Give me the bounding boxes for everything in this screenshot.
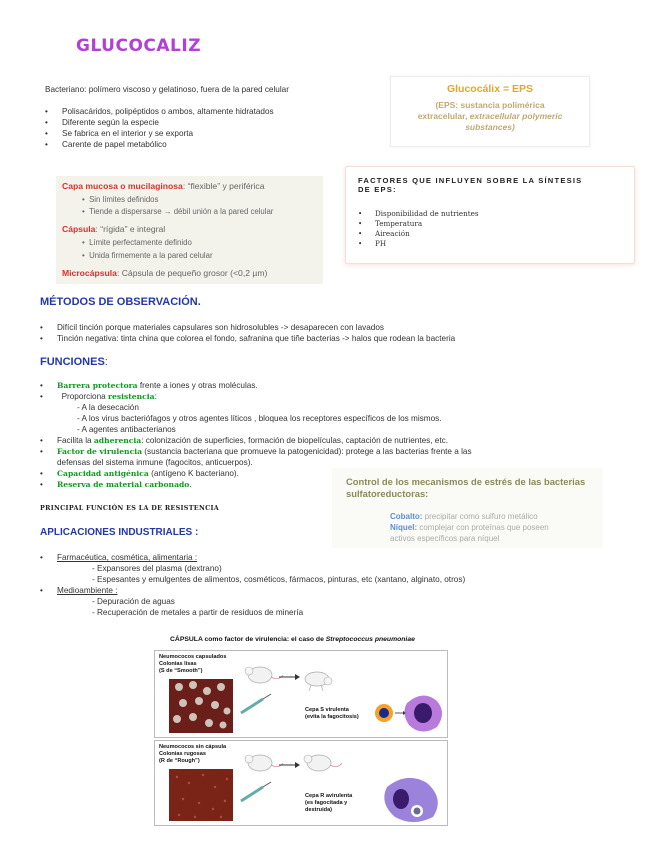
eps-title: Glucocálix = EPS <box>446 83 534 95</box>
list-item: • Se fabrica en el interior y se exporta <box>45 128 365 139</box>
list-item: - Expansores del plasma (dextrano) <box>92 564 222 573</box>
intro-list <box>45 106 365 150</box>
observation-heading: MÉTODOS DE OBSERVACIÓN. <box>40 296 201 308</box>
list-item: • Tiende a dispersarse → débil unión a la pared celular <box>82 207 274 216</box>
list-item: - A los virus bacteriófagos y otros agentes líticos , bloquea los receptores específicos de los mismos. <box>77 414 442 423</box>
stress-control-box <box>332 468 603 548</box>
list-item: • PH <box>358 239 479 249</box>
applications-heading: APLICACIONES INDUSTRIALES : <box>40 527 199 538</box>
microcapsula-heading: Microcápsula: Cápsula de pequeño grosor (<0,2 µm) <box>62 268 268 278</box>
syringe-icon <box>241 782 271 801</box>
list-item: - Espesantes y emulgentes de alimentos, cosméticos, fármacos, pinturas, etc (xantano, alginato, otros) <box>92 575 466 584</box>
list-item: • Reserva de material carbonado. <box>40 479 640 490</box>
list-item: • Unida firmemente a la pared celular <box>82 251 213 260</box>
list-item: • Aireación <box>358 229 479 239</box>
mouse-icon <box>245 755 283 771</box>
phagocyte-cell <box>384 778 437 822</box>
list-item: • Tinción negativa: tinta china que colorea el fondo, safranina que tiñe bacterias -> halos que rodean la bacteria <box>40 333 640 344</box>
list-item: - Depuración de aguas <box>92 597 175 606</box>
functions-heading: FUNCIONES: <box>40 356 108 368</box>
list-item: • Farmacéutica, cosmética, alimentaria : <box>40 552 640 563</box>
bacterium-icon <box>414 808 421 815</box>
list-item: • Límite perfectamente definido <box>82 238 192 247</box>
rough-colonies-plate <box>169 769 233 821</box>
virulent-strain-label: Cepa S virulenta (evita la fagocitosis) <box>305 707 359 720</box>
phagocyte-nucleus <box>393 789 409 809</box>
list-item: • Barrera protectora frente a iones y otras moléculas. <box>40 380 640 391</box>
mucosa-heading: Capa mucosa o mucilaginosa: “flexible” y periférica <box>62 181 265 191</box>
healthy-mouse-icon <box>304 755 342 771</box>
list-item: • Disponibilidad de nutrientes <box>358 209 479 219</box>
eps-subtitle: (EPS: sustancia polimérica extracelular, extracellular polymeric substances) <box>417 100 563 132</box>
control-details: Cobalto: precipitar como sulfuro metálico Níquel: complejar con proteínas que poseen activos específicos para níquel <box>390 512 549 543</box>
bacterium-icon <box>379 708 389 718</box>
principal-function-note: PRINCIPAL FUNCIÓN ES LA DE RESISTENCIA <box>40 504 220 512</box>
list-item: • Carente de papel metabólico <box>45 139 365 150</box>
list-item: • Capacidad antigénica (antígeno K bacteriano). <box>40 468 640 479</box>
list-item: defensas del sistema inmune (fagocitos, anticuerpos). <box>57 458 253 467</box>
factors-heading: FACTORES QUE INFLUYEN SOBRE LA SÍNTESIS DE EPS: <box>358 176 583 194</box>
list-item: • Facilita la adherencia: colonización de superficies, formación de biopelículas, captación de nutrientes, etc. <box>40 435 640 446</box>
capsulated-illustration <box>155 651 447 737</box>
list-item: • Temperatura <box>358 219 479 229</box>
capsulated-panel <box>154 650 448 738</box>
list-item: - A la desecación <box>77 403 139 412</box>
intro-text: Bacteriano: polímero viscoso y gelatinoso, fuera de la pared celular <box>45 85 289 94</box>
list-item: • Sin límites definidos <box>82 195 159 204</box>
list-item: • Diferente según la especie <box>45 117 365 128</box>
syringe-icon <box>241 694 271 713</box>
capsulated-label: Neumococos capsulados Colonias lisas (S de “Smooth”) <box>159 654 227 674</box>
eps-box <box>390 76 590 147</box>
list-item: • Polisacáridos, polipéptidos o ambos, altamente hidratados <box>45 106 365 117</box>
list-item: • Proporciona resistencia: <box>40 391 640 402</box>
noncapsulated-illustration <box>155 741 447 825</box>
avirulent-strain-label: Cepa R avirulenta (es fagocitada y destruida) <box>305 793 353 813</box>
list-item: • Difícil tinción porque materiales capsulares son hidrosolubles -> desaparecen con lavados <box>40 322 640 333</box>
factors-list <box>358 209 479 249</box>
list-item: - A agentes antibacterianos <box>77 425 176 434</box>
phagocyte-nucleus <box>414 703 432 723</box>
noncapsulated-panel <box>154 740 448 826</box>
control-title: Control de los mecanismos de estrés de las bacterias sulfatoreductoras: <box>346 476 586 499</box>
list-item: - Recuperación de metales a partir de residuos de minería <box>92 608 304 617</box>
figure-title: CÁPSULA como factor de virulencia: el caso de Streptococcus pneumoniae <box>170 636 415 643</box>
list-item: • Factor de virulencia (sustancia bacteriana que promueve la patogenicidad): protege a las bacterias frente a las <box>40 446 640 457</box>
list-item: • Medioambiente : <box>40 585 640 596</box>
virulence-figure <box>152 632 446 825</box>
eps-factors-box <box>345 166 635 264</box>
mouse-icon <box>245 667 283 683</box>
page-title: GLUCOCALIZ <box>76 36 202 56</box>
dead-mouse-icon <box>305 672 332 691</box>
applications-list <box>40 552 640 618</box>
capsula-heading: Cápsula: “rígida” e integral <box>62 224 166 234</box>
observation-list <box>40 322 640 344</box>
capsule-types-box <box>56 176 323 284</box>
noncapsulated-label: Neumococos sin cápsula Colonias rugosas (R de “Rough”) <box>159 744 227 764</box>
